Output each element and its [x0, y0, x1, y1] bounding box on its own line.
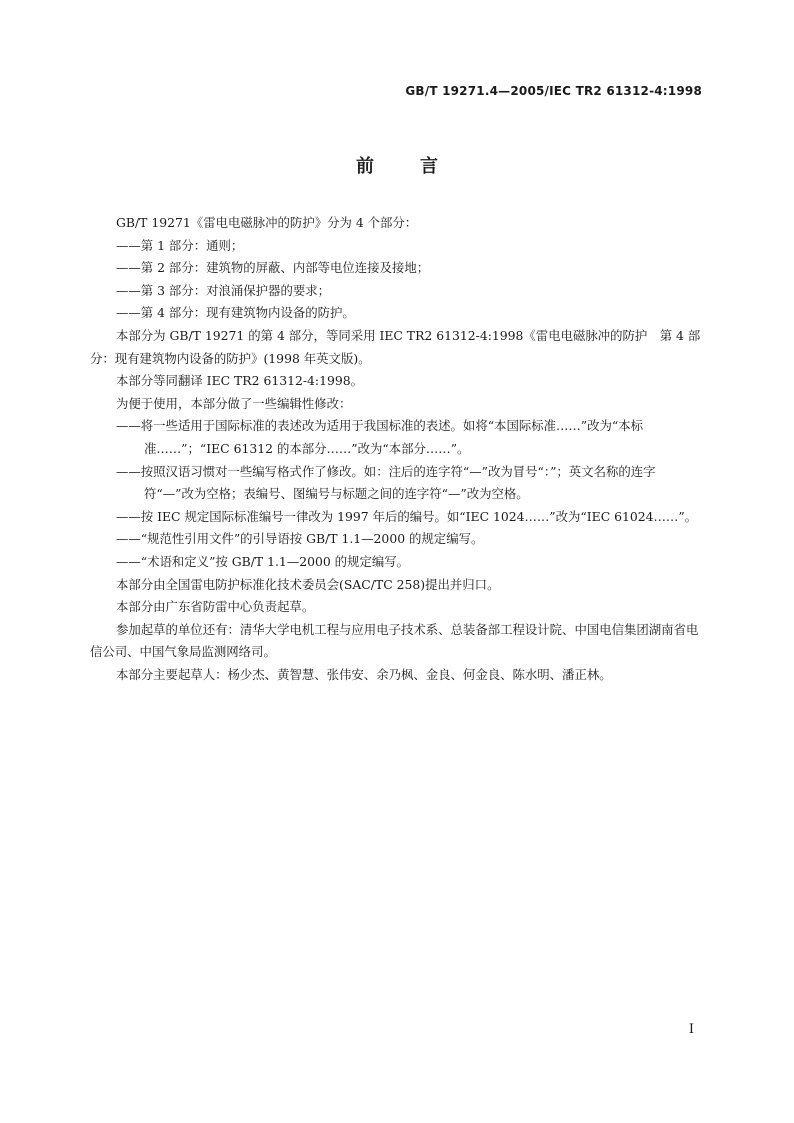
list-item-edit-1: ——将一些适用于国际标准的表述改为适用于我国标准的表述。如将“本国际标准……”改为“本标准……”；“IEC 61312 的本部分……”改为“本部分……”。	[116, 418, 644, 456]
paragraph-translation: 本部分等同翻译 IEC TR2 61312-4:1998。	[116, 373, 364, 389]
list-item-edit-2: ——按照汉语习惯对一些编写格式作了修改。如：注后的连字符“—”改为冒号“：”；英文名称的连字符“—”改为空格；表编号、图编号与标题之间的连字符“—”改为空格。	[116, 463, 656, 502]
page-title: 前言	[356, 156, 484, 177]
paragraph-proposed-by: 本部分由全国雷电防护标准化技术委员会(SAC/TC 258)提出并归口。	[116, 576, 500, 592]
list-item-part-1: ——第 1 部分：通则；	[116, 237, 244, 253]
page-number: I	[688, 1022, 694, 1037]
list-item-part-3: ——第 3 部分：对浪涌保护器的要求；	[116, 282, 331, 298]
list-item-edit-5: ——“术语和定义”按 GB/T 1.1—2000 的规定编写。	[116, 553, 410, 569]
paragraph-intro: GB/T 19271《雷电电磁脉冲的防护》分为 4 个部分：	[116, 215, 418, 230]
list-item-edit-3: ——按 IEC 规定国际标准编号一律改为 1997 年后的编号。如“IEC 1024……”改为“IEC 61024……”。	[116, 508, 698, 524]
paragraph-editorial-intro: 为便于使用，本部分做了一些编辑性修改：	[116, 395, 352, 411]
list-item-edit-4: ——“规范性引用文件”的引导语按 GB/T 1.1—2000 的规定编写。	[116, 531, 484, 547]
foreword-body	[90, 212, 704, 686]
paragraph-adoption: 本部分为 GB/T 19271 的第 4 部分，等同采用 IEC TR2 61312-4:1998《雷电电磁脉冲的防护 第 4 部分：现有建筑物内设备的防护》(1998 年英文版)。	[90, 327, 701, 366]
list-item-part-4: ——第 4 部分：现有建筑物内设备的防护。	[116, 305, 355, 321]
paragraph-drafters: 本部分主要起草人：杨少杰、黄智慧、张伟安、余乃枫、金良、何金良、陈水明、潘正林。	[116, 666, 612, 682]
paragraph-participants: 参加起草的单位还有：清华大学电机工程与应用电子技术系、总装备部工程设计院、中国电信集团湖南省电信公司、中国气象局监测网络司。	[90, 621, 699, 660]
paragraph-drafted-by: 本部分由广东省防雷中心负责起草。	[116, 599, 315, 615]
list-item-part-2: ——第 2 部分：建筑物的屏蔽、内部等电位连接及接地；	[116, 260, 430, 276]
standard-number-header: GB/T 19271.4—2005/IEC TR2 61312-4:1998	[405, 84, 702, 98]
